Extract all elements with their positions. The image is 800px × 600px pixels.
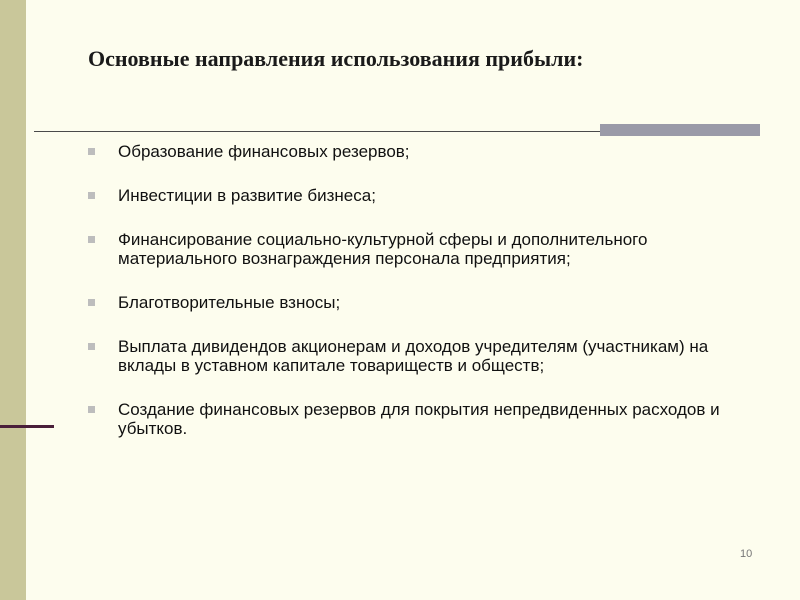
square-bullet-icon	[88, 148, 95, 155]
square-bullet-icon	[88, 236, 95, 243]
bullet-text: Образование финансовых резервов;	[118, 142, 410, 161]
square-bullet-icon	[88, 299, 95, 306]
bullet-item	[88, 400, 748, 438]
square-bullet-icon	[88, 343, 95, 350]
bullet-item	[88, 186, 748, 205]
bullet-text: Создание финансовых резервов для покрытия непредвиденных расходов и убытков.	[118, 400, 720, 438]
bullet-item	[88, 142, 748, 161]
bullet-text: Выплата дивидендов акционерам и доходов учредителям (участникам) на вклады в уставном капитале товариществ и обществ;	[118, 337, 709, 375]
bullet-text: Инвестиции в развитие бизнеса;	[118, 186, 376, 205]
title-rule-bar	[600, 124, 760, 136]
square-bullet-icon	[88, 192, 95, 199]
bullet-item	[88, 293, 748, 312]
bullet-item	[88, 337, 748, 375]
bullet-list	[88, 142, 748, 463]
side-divider	[0, 425, 54, 428]
bullet-text: Благотворительные взносы;	[118, 293, 341, 312]
slide-title: Основные направления использования прибыли:	[88, 46, 584, 71]
bullet-text: Финансирование социально-культурной сферы и дополнительного материального вознаграждения персонала предприятия;	[118, 230, 648, 268]
bullet-item	[88, 230, 748, 268]
side-panel	[0, 0, 26, 600]
page-number: 10	[740, 548, 753, 560]
square-bullet-icon	[88, 406, 95, 413]
